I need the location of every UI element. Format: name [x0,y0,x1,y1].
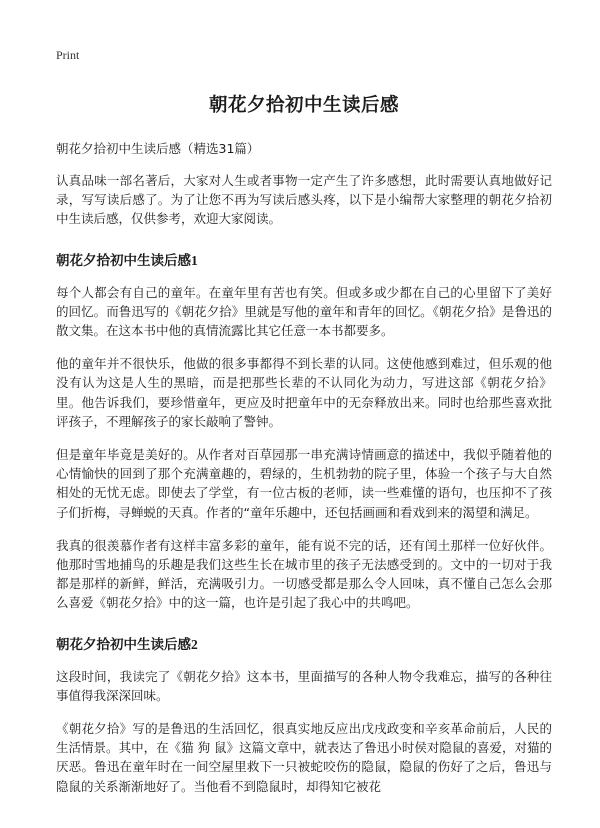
section-heading-text: 朝花夕拾初中生读后感 [56,636,191,653]
section-1 [56,249,552,613]
body-paragraph: 《朝花夕拾》写的是鲁迅的生活回忆，很真实地反应出戊戌政变和辛亥革命前后，人民的生活情景。其中，在《猫 狗 鼠》这篇文章中，就表达了鲁迅小时侯对隐鼠的喜爱，对猫的厌恶。鲁迅在童年时在一间空屋里救下一只被蛇咬伤的隐鼠，隐鼠的伤好了之后，鲁迅与隐鼠的关系渐渐地好了。当他看不到隐鼠时，却得知它被花 [56,721,552,794]
document-page [56,44,552,810]
section-heading-number: 2 [191,636,198,652]
intro-paragraph: 认真品味一部名著后，大家对人生或者事物一定产生了许多感想，此时需要认真地做好记录，写写读后感了。为了让您不再为写读后感头疼，以下是小编帮大家整理的朝花夕拾初中生读后感，仅供参考，欢迎大家阅读。 [56,173,552,227]
print-link[interactable]: Print [56,48,80,62]
body-paragraph: 每个人都会有自己的童年。在童年里有苦也有笑。但或多或少都在自己的心里留下了美好的回忆。而鲁迅写的《朝花夕拾》里就是写他的童年和青年的回忆。《朝花夕拾》是鲁迅的散文集。在这本书中他的真情流露比其它任意一本书都要多。 [56,284,552,339]
body-paragraph: 我真的很羡慕作者有这样丰富多彩的童年，能有说不完的话，还有闰土那样一位好伙伴。他那时雪地捕鸟的乐趣是我们这些生长在城市里的孩子无法感受到的。文中的一切对于我都是那样的新鲜，鲜活，充满吸引力。一切感受都是那么令人回味，真不懂自己怎么会那么喜爱《朝花夕拾》中的这一篇，也许是引起了我心中的共鸣吧。 [56,537,552,611]
body-paragraph: 但是童年毕竟是美好的。从作者对百草园那一串充满诗情画意的描述中，我似乎随着他的心情愉快的回到了那个充满童趣的，碧绿的，生机勃勃的院子里，体验一个孩子与大自然相处的无忧无虑。即使去了学堂，有一位古板的老师，读一些难懂的语句，也压抑不了孩子们折梅，寻蝉蜕的天真。作者的“童年乐趣中，还包括画画和看戏到来的渴望和满足。 [56,447,552,520]
section-heading-number: 1 [191,252,198,268]
body-paragraph: 这段时间，我读完了《朝花夕拾》这本书，里面描写的各种人物令我难忘，描写的各种往事值得我深深回味。 [56,668,552,703]
section-heading [56,249,552,269]
document-subtitle: 朝花夕拾初中生读后感（精选31篇） [56,141,260,156]
section-2 [56,633,552,796]
body-paragraph: 他的童年并不很快乐，他做的很多事都得不到长辈的认同。这使他感到难过，但乐观的他没有认为这是人生的黑暗，而是把那些长辈的不认同化为动力，写进这部《朝花夕拾》里。他告诉我们，要珍惜童年，更应及时把童年中的无奈释放出来。同时也给那些喜欢批评孩子，不理解孩子的家长敲响了警钟。 [56,356,552,429]
section-heading [56,633,552,653]
document-title: 朝花夕拾初中生读后感 [208,95,399,116]
section-heading-text: 朝花夕拾初中生读后感 [56,252,191,269]
